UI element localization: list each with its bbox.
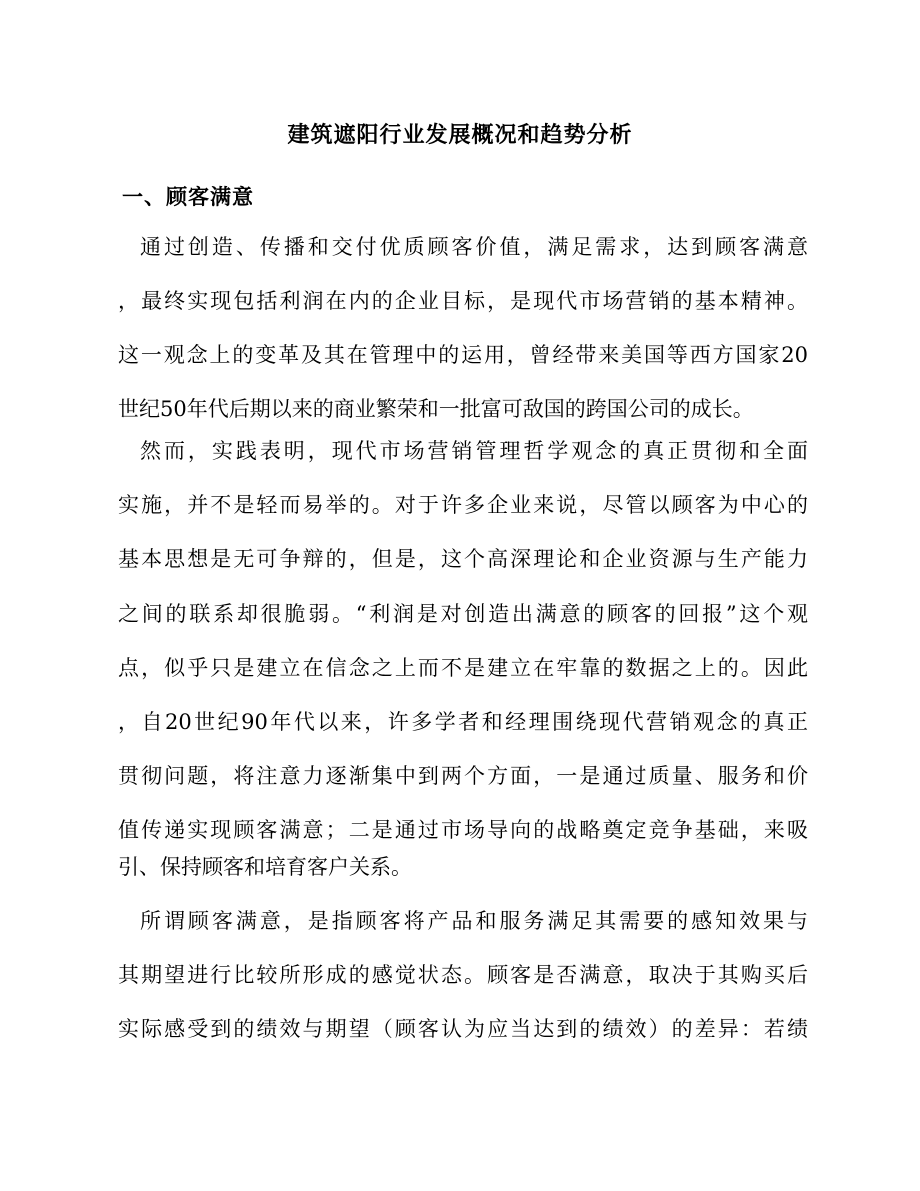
paragraph-2-line-9: 引、保持顾客和培育客户关系。 (118, 855, 412, 879)
paragraph-2-line-7: 贯彻问题，将注意力逐渐集中到两个方面，一是通过质量、服务和价 (118, 764, 808, 788)
paragraph-2-line-1: 然而，实践表明，现代市场营销管理哲学观念的真正贯彻和全面 (140, 439, 808, 463)
section-heading: 一、顾客满意 (122, 185, 254, 209)
paragraph-1-line-2: ，最终实现包括利润在内的企业目标，是现代市场营销的基本精神。 (118, 289, 808, 313)
paragraph-3-line-2: 其期望进行比较所形成的感觉状态。顾客是否满意，取决于其购买后 (118, 963, 808, 987)
paragraph-2-line-4: 之间的联系却很脆弱。“利润是对创造出满意的顾客的回报”这个观 (118, 602, 808, 626)
paragraph-2-line-3: 基本思想是无可争辩的，但是，这个高深理论和企业资源与生产能力 (118, 547, 808, 571)
paragraph-3-line-1: 所谓顾客满意，是指顾客将产品和服务满足其需要的感知效果与 (140, 909, 808, 933)
paragraph-2-line-8: 值传递实现顾客满意；二是通过市场导向的战略奠定竞争基础，来吸 (118, 818, 808, 842)
paragraph-1-line-3: 这一观念上的变革及其在管理中的运用，曾经带来美国等西方国家20 (118, 343, 808, 367)
paragraph-2-line-2: 实施，并不是轻而易举的。对于许多企业来说，尽管以顾客为中心的 (118, 493, 808, 517)
paragraph-1-line-1: 通过创造、传播和交付优质顾客价值，满足需求，达到顾客满意 (140, 235, 808, 259)
document-title: 建筑遮阳行业发展概况和趋势分析 (287, 123, 633, 148)
paragraph-1-line-4: 世纪50年代后期以来的商业繁荣和一批富可敌国的跨国公司的成长。 (118, 397, 754, 421)
paragraph-3-line-3: 实际感受到的绩效与期望（顾客认为应当达到的绩效）的差异：若绩 (118, 1017, 808, 1041)
paragraph-2-line-5: 点，似乎只是建立在信念之上而不是建立在牢靠的数据之上的。因此 (118, 656, 808, 680)
paragraph-2-line-6: ，自20世纪90年代以来，许多学者和经理围绕现代营销观念的真正 (118, 710, 808, 734)
